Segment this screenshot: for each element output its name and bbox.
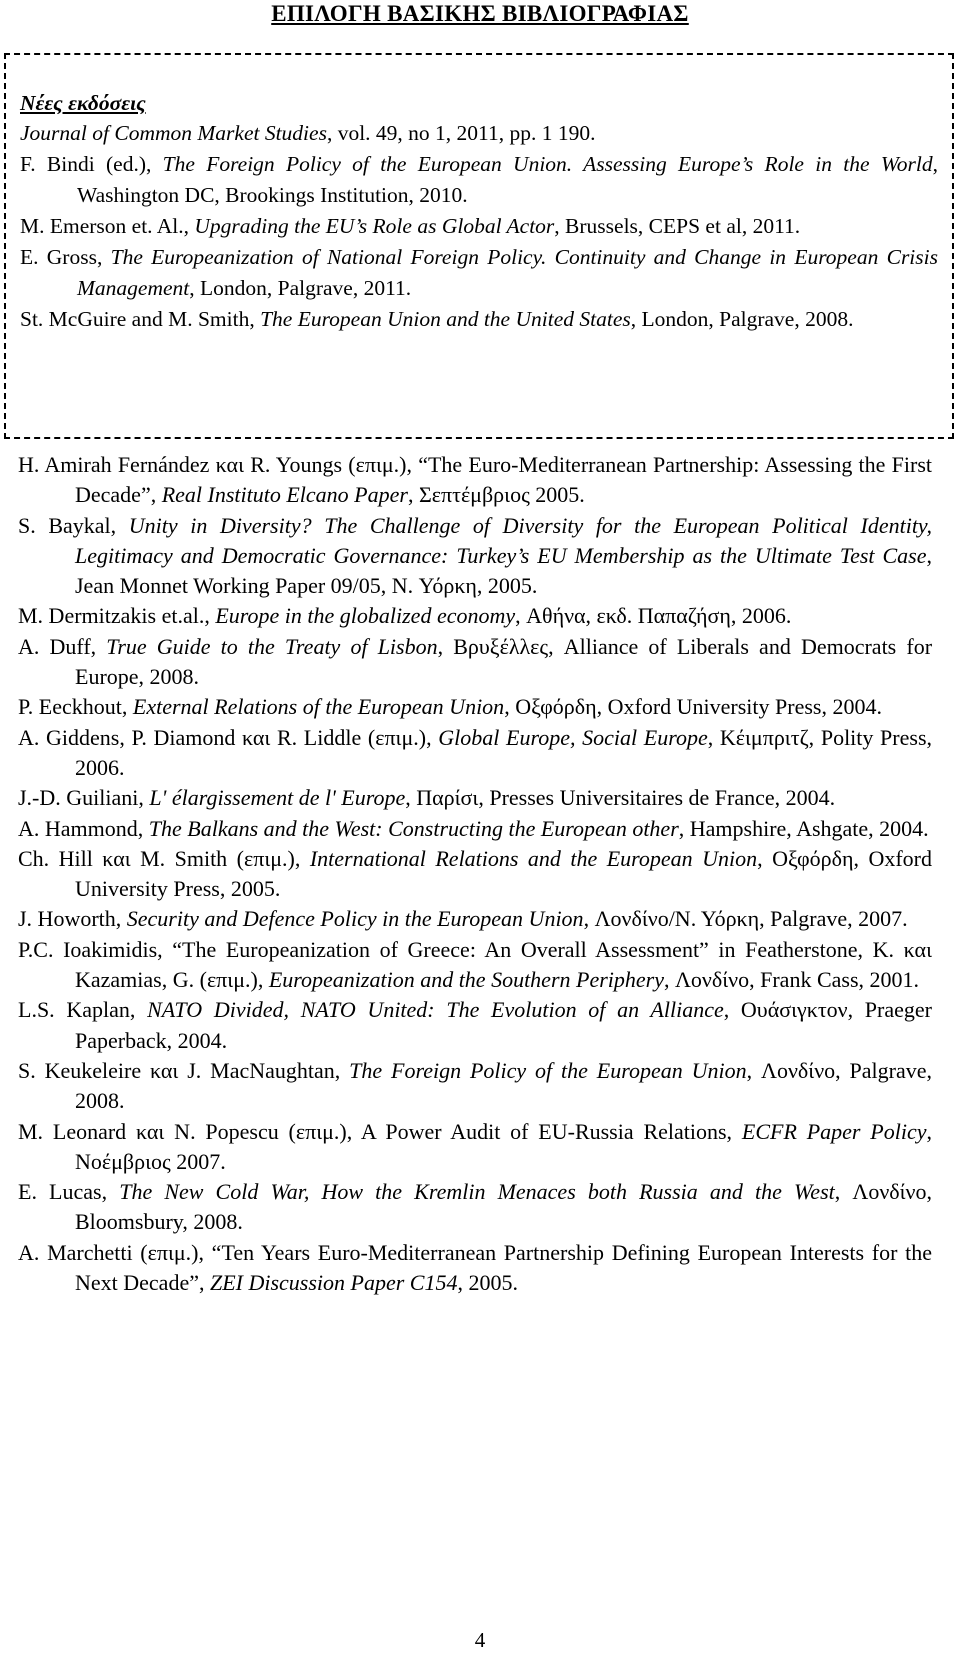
bibliography-entry — [18, 723, 932, 784]
bibliography-entry — [20, 242, 938, 304]
bibliography-entry — [18, 1177, 932, 1238]
entry-title: International Relations and the European Union — [309, 845, 758, 871]
bibliography-entry — [18, 601, 932, 631]
entry-text: M. Dermitzakis et.al., — [18, 603, 216, 629]
entry-text: , Λονδίνο/Ν. Υόρκη, Palgrave, 2007. — [583, 906, 908, 932]
entry-text: , Brussels, CEPS et al, 2011. — [554, 214, 801, 238]
bibliography-entry — [18, 511, 932, 602]
entry-text: , Νοέμβριος 2007. — [75, 1118, 932, 1174]
entry-text: A. Marchetti (επιμ.), “Ten Years Euro-Mediterranean Partnership Defining European Interests for the Next Decade”, — [18, 1239, 932, 1296]
entry-text: , Λονδίνο, Frank Cass, 2001. — [663, 967, 920, 993]
entry-text: F. Bindi (ed.), — [20, 152, 163, 176]
entry-text: , vol. 49, no 1, 2011, pp. 1 190. — [326, 121, 596, 145]
bibliography-entry — [18, 1056, 932, 1117]
entry-title: True Guide to the Treaty of Lisbon — [106, 633, 438, 659]
entry-text: P.C. Ioakimidis, “The Europeanization of Greece: An Overall Assessment” in Featherstone, K. και Kazamias, G. (επιμ.), — [18, 936, 932, 993]
entry-text: A. Hammond, — [18, 815, 149, 841]
entry-text: St. McGuire and M. Smith, — [20, 307, 261, 331]
entry-title: Security and Defence Policy in the European Union — [126, 906, 584, 932]
bibliography-entry — [20, 149, 938, 211]
entry-text: J.-D. Guiliani, — [18, 785, 150, 811]
entry-title: The European Union and the United States — [260, 307, 631, 331]
entry-text: M. Emerson et. Al., — [20, 214, 195, 238]
bibliography-entry — [20, 211, 938, 242]
page-number: 4 — [474, 1628, 486, 1652]
bibliography-list — [18, 450, 932, 1298]
entry-title: The Foreign Policy of the European Union — [349, 1057, 747, 1083]
entry-text: J. Howorth, — [18, 906, 127, 932]
entry-title: Journal of Common Market Studies — [20, 121, 327, 145]
entry-text: , London, Palgrave, 2008. — [630, 307, 854, 331]
entry-title: The Balkans and the West: Constructing the European other — [148, 815, 679, 841]
entry-title: NATO Divided, NATO United: The Evolution of an Alliance — [147, 997, 724, 1023]
entry-text: S. Keukeleire και J. MacNaughtan, — [18, 1057, 350, 1083]
entry-title: ZEI Discussion Paper C154 — [209, 1270, 458, 1296]
bibliography-entry — [20, 304, 938, 335]
bibliography-entry — [18, 814, 932, 844]
entry-text: , Παρίσι, Presses Universitaires de France, 2004. — [405, 785, 836, 811]
entry-text: , Οξφόρδη, Oxford University Press, 2004. — [504, 694, 882, 720]
entry-text: A. Giddens, P. Diamond και R. Liddle (επιμ.), — [18, 724, 439, 750]
entry-text: , Ουάσιγκτον, Praeger Paperback, 2004. — [75, 997, 932, 1053]
bibliography-entry — [18, 450, 932, 511]
entry-title: The Foreign Policy of the European Union. Assessing Europe’s Role in the World — [162, 152, 933, 176]
entry-title: The Europeanization of National Foreign Policy. Continuity and Change in European Crisis Management — [77, 245, 938, 300]
entry-text: , Λονδίνο, Bloomsbury, 2008. — [75, 1179, 932, 1235]
entry-text: S. Baykal, — [18, 512, 129, 538]
entry-title: Real Instituto Elcano Paper — [161, 482, 408, 508]
entry-title: Europeanization and the Southern Periphery — [268, 967, 664, 993]
entry-text: E. Lucas, — [18, 1179, 120, 1205]
entry-text: , Jean Monnet Working Paper 09/05, N. Υόρκη, 2005. — [75, 542, 932, 599]
entry-text: Ch. Hill και M. Smith (επιμ.), — [18, 845, 310, 871]
entry-text: E. Gross, — [20, 245, 111, 269]
new-editions-box — [4, 53, 954, 439]
bibliography-entry — [18, 904, 932, 934]
page-title: ΕΠΙΛΟΓΗ ΒΑΣΙΚΗΣ ΒΙΒΛΙΟΓΡΑΦΙΑΣ — [271, 1, 689, 26]
entry-text: , Οξφόρδη, Oxford University Press, 2005. — [75, 845, 932, 902]
entry-title: Upgrading the EU’s Role as Global Actor — [194, 214, 555, 238]
entry-title: Europe in the globalized economy — [215, 603, 516, 629]
entry-title: L' élargissement de l' Europe — [149, 785, 406, 811]
entry-text: , 2005. — [457, 1270, 518, 1296]
entry-text: , Washington DC, Brookings Institution, 2010. — [77, 152, 938, 207]
new-editions-list — [20, 118, 938, 335]
entry-text: , Βρυξέλλες, Alliance of Liberals and Democrats for Europe, 2008. — [75, 633, 933, 690]
bibliography-entry — [18, 935, 932, 996]
bibliography-entry — [18, 844, 932, 905]
bibliography-entry — [18, 1238, 932, 1299]
entry-text: A. Duff, — [18, 633, 107, 659]
entry-title: Global Europe, Social Europe — [438, 724, 708, 750]
entry-text: , Αθήνα, εκδ. Παπαζήση, 2006. — [515, 603, 792, 629]
entry-text: L.S. Kaplan, — [18, 997, 148, 1023]
entry-text: , Κέιμπριτζ, Polity Press, 2006. — [75, 724, 933, 780]
entry-text: P. Eeckhout, — [18, 694, 133, 720]
entry-title: Unity in Diversity? The Challenge of Diversity for the European Political Identity, Legitimacy and Democratic Governance: Turkey’s EU Membership as the Ultimate Test Case — [75, 512, 932, 568]
entry-text: , Hampshire, Ashgate, 2004. — [678, 815, 929, 841]
entry-title: The New Cold War, How the Kremlin Menaces both Russia and the West — [119, 1179, 835, 1205]
entry-text: H. Amirah Fernández και R. Youngs (επιμ.), “The Euro-Mediterranean Partnership: Assessing the First Decade”, — [18, 452, 932, 508]
entry-text: M. Leonard και N. Popescu (επιμ.), A Power Audit of EU-Russia Relations, — [18, 1118, 742, 1144]
entry-title: External Relations of the European Union — [132, 694, 505, 720]
bibliography-entry — [18, 1117, 932, 1178]
entry-title: ECFR Paper Policy — [741, 1118, 927, 1144]
bibliography-entry — [18, 692, 932, 722]
entry-text: , Λονδίνο, Palgrave, 2008. — [75, 1057, 932, 1114]
section-title: Νέες εκδόσεις — [20, 91, 146, 115]
bibliography-entry — [18, 995, 932, 1056]
entry-text: , London, Palgrave, 2011. — [189, 276, 412, 300]
bibliography-entry — [18, 783, 932, 813]
bibliography-entry — [18, 632, 932, 693]
bibliography-entry — [20, 118, 938, 149]
entry-text: , Σεπτέμβριος 2005. — [407, 482, 585, 508]
